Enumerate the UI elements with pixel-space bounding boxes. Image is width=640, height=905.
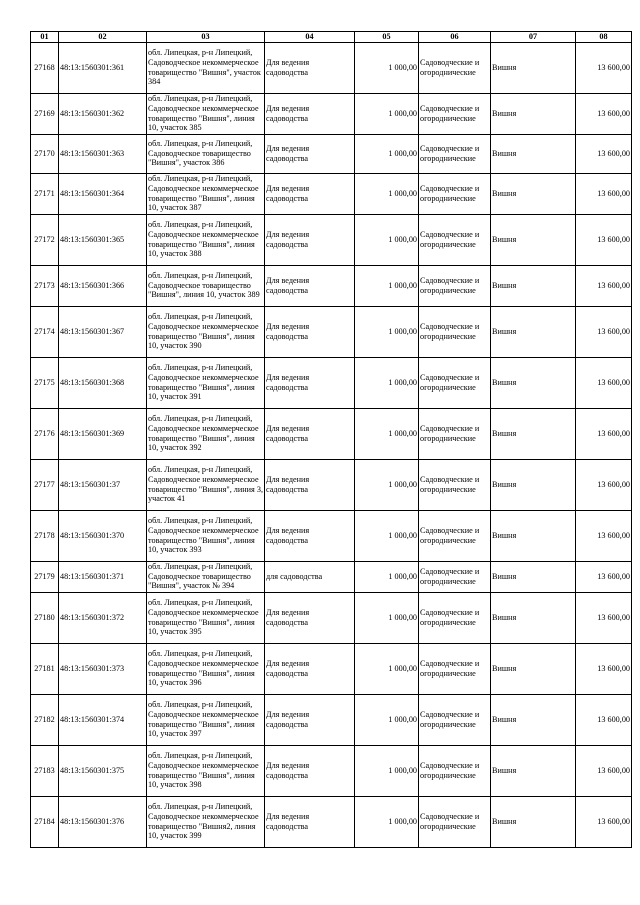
settlement-name-cell: Вишня [491, 357, 576, 408]
settlement-name-cell: Вишня [491, 42, 576, 93]
address-cell: обл. Липецкая, р-н Липецкий, Садоводческое некоммерческое товарищество "Вишня", линия 10, участок 396 [147, 643, 265, 694]
settlement-name-cell: Вишня [491, 643, 576, 694]
cadastral-number-cell: 48:13:1560301:373 [59, 643, 147, 694]
land-category-cell: Садоводческие и огороднические [419, 643, 491, 694]
row-number-cell: 27174 [31, 306, 59, 357]
address-cell: обл. Липецкая, р-н Липецкий, Садоводческое товарищество "Вишня", линия 10, участок 389 [147, 265, 265, 306]
cadastral-number-cell: 48:13:1560301:374 [59, 694, 147, 745]
cadastral-value-cell: 13 600,00 [576, 459, 632, 510]
table-row [31, 694, 632, 745]
area-cell: 1 000,00 [355, 214, 419, 265]
table-row [31, 643, 632, 694]
address-cell: обл. Липецкая, р-н Липецкий, Садоводческое товарищество "Вишня", участок 386 [147, 134, 265, 173]
cadastral-number-cell: 48:13:1560301:362 [59, 93, 147, 134]
area-cell: 1 000,00 [355, 561, 419, 592]
area-cell: 1 000,00 [355, 93, 419, 134]
settlement-name-cell: Вишня [491, 510, 576, 561]
area-cell: 1 000,00 [355, 510, 419, 561]
permitted-use-cell: Для ведения садоводства [265, 592, 355, 643]
table-row [31, 42, 632, 93]
address-cell: обл. Липецкая, р-н Липецкий, Садоводческое некоммерческое товарищество "Вишня", линия 10, участок 388 [147, 214, 265, 265]
row-number-cell: 27178 [31, 510, 59, 561]
cadastral-value-cell: 13 600,00 [576, 134, 632, 173]
table-row [31, 408, 632, 459]
area-cell: 1 000,00 [355, 173, 419, 214]
land-category-cell: Садоводческие и огороднические [419, 265, 491, 306]
land-category-cell: Садоводческие и огороднические [419, 357, 491, 408]
settlement-name-cell: Вишня [491, 592, 576, 643]
land-category-cell: Садоводческие и огороднические [419, 214, 491, 265]
table-row [31, 561, 632, 592]
column-header: 02 [59, 32, 147, 43]
settlement-name-cell: Вишня [491, 306, 576, 357]
area-cell: 1 000,00 [355, 306, 419, 357]
permitted-use-cell: Для ведения садоводства [265, 459, 355, 510]
settlement-name-cell: Вишня [491, 561, 576, 592]
permitted-use-cell: Для ведения садоводства [265, 745, 355, 796]
row-number-cell: 27184 [31, 796, 59, 847]
land-category-cell: Садоводческие и огороднические [419, 134, 491, 173]
land-category-cell: Садоводческие и огороднические [419, 592, 491, 643]
permitted-use-cell: Для ведения садоводства [265, 134, 355, 173]
address-cell: обл. Липецкая, р-н Липецкий, Садоводческое некоммерческое товарищество "Вишня", линия 10, участок 387 [147, 173, 265, 214]
column-header: 08 [576, 32, 632, 43]
cadastral-number-cell: 48:13:1560301:376 [59, 796, 147, 847]
land-category-cell: Садоводческие и огороднические [419, 796, 491, 847]
permitted-use-cell: для садоводства [265, 561, 355, 592]
row-number-cell: 27181 [31, 643, 59, 694]
cadastral-value-cell: 13 600,00 [576, 357, 632, 408]
permitted-use-cell: Для ведения садоводства [265, 214, 355, 265]
address-cell: обл. Липецкая, р-н Липецкий, Садоводческое некоммерческое товарищество "Вишня2, линия 10, участок 399 [147, 796, 265, 847]
permitted-use-cell: Для ведения садоводства [265, 694, 355, 745]
permitted-use-cell: Для ведения садоводства [265, 357, 355, 408]
table-body [31, 42, 632, 847]
cadastral-value-cell: 13 600,00 [576, 592, 632, 643]
cadastral-value-cell: 13 600,00 [576, 796, 632, 847]
area-cell: 1 000,00 [355, 134, 419, 173]
table-row [31, 796, 632, 847]
table-row [31, 592, 632, 643]
land-category-cell: Садоводческие и огороднические [419, 745, 491, 796]
table-row [31, 214, 632, 265]
area-cell: 1 000,00 [355, 42, 419, 93]
row-number-cell: 27169 [31, 93, 59, 134]
table-row [31, 265, 632, 306]
settlement-name-cell: Вишня [491, 459, 576, 510]
settlement-name-cell: Вишня [491, 93, 576, 134]
cadastral-number-cell: 48:13:1560301:366 [59, 265, 147, 306]
area-cell: 1 000,00 [355, 745, 419, 796]
area-cell: 1 000,00 [355, 643, 419, 694]
land-category-cell: Садоводческие и огороднические [419, 694, 491, 745]
area-cell: 1 000,00 [355, 459, 419, 510]
address-cell: обл. Липецкая, р-н Липецкий, Садоводческое некоммерческое товарищество "Вишня", линия 10, участок 397 [147, 694, 265, 745]
address-cell: обл. Липецкая, р-н Липецкий, Садоводческое некоммерческое товарищество "Вишня", линия 10, участок 391 [147, 357, 265, 408]
address-cell: обл. Липецкая, р-н Липецкий, Садоводческое товарищество "Вишня", участок № 394 [147, 561, 265, 592]
area-cell: 1 000,00 [355, 694, 419, 745]
column-header: 05 [355, 32, 419, 43]
land-category-cell: Садоводческие и огороднические [419, 510, 491, 561]
cadastral-value-cell: 13 600,00 [576, 694, 632, 745]
permitted-use-cell: Для ведения садоводства [265, 643, 355, 694]
column-header: 01 [31, 32, 59, 43]
address-cell: обл. Липецкая, р-н Липецкий, Садоводческое некоммерческое товарищество "Вишня", линия 10, участок 392 [147, 408, 265, 459]
cadastral-number-cell: 48:13:1560301:369 [59, 408, 147, 459]
settlement-name-cell: Вишня [491, 265, 576, 306]
row-number-cell: 27180 [31, 592, 59, 643]
permitted-use-cell: Для ведения садоводства [265, 265, 355, 306]
address-cell: обл. Липецкая, р-н Липецкий, Садоводческое некоммерческое товарищество "Вишня", линия 10, участок 385 [147, 93, 265, 134]
cadastral-value-cell: 13 600,00 [576, 173, 632, 214]
address-cell: обл. Липецкая, р-н Липецкий, Садоводческое некоммерческое товарищество "Вишня", линия 10, участок 398 [147, 745, 265, 796]
row-number-cell: 27177 [31, 459, 59, 510]
cadastral-value-cell: 13 600,00 [576, 745, 632, 796]
permitted-use-cell: Для ведения садоводства [265, 93, 355, 134]
settlement-name-cell: Вишня [491, 796, 576, 847]
address-cell: обл. Липецкая, р-н Липецкий, Садоводческое некоммерческое товарищество "Вишня", линия 10, участок 393 [147, 510, 265, 561]
settlement-name-cell: Вишня [491, 408, 576, 459]
permitted-use-cell: Для ведения садоводства [265, 173, 355, 214]
cadastral-number-cell: 48:13:1560301:371 [59, 561, 147, 592]
cadastral-value-cell: 13 600,00 [576, 93, 632, 134]
land-category-cell: Садоводческие и огороднические [419, 561, 491, 592]
cadastral-value-cell: 13 600,00 [576, 408, 632, 459]
row-number-cell: 27176 [31, 408, 59, 459]
address-cell: обл. Липецкая, р-н Липецкий, Садоводческое некоммерческое товарищество "Вишня", линия 10, участок 390 [147, 306, 265, 357]
cadastral-value-cell: 13 600,00 [576, 510, 632, 561]
cadastral-number-cell: 48:13:1560301:370 [59, 510, 147, 561]
row-number-cell: 27173 [31, 265, 59, 306]
permitted-use-cell: Для ведения садоводства [265, 306, 355, 357]
column-header: 07 [491, 32, 576, 43]
land-registry-table [30, 31, 632, 848]
address-cell: обл. Липецкая, р-н Липецкий, Садоводческое некоммерческое товарищество "Вишня", линия 3, участок 41 [147, 459, 265, 510]
area-cell: 1 000,00 [355, 592, 419, 643]
table-row [31, 745, 632, 796]
permitted-use-cell: Для ведения садоводства [265, 42, 355, 93]
row-number-cell: 27179 [31, 561, 59, 592]
cadastral-number-cell: 48:13:1560301:367 [59, 306, 147, 357]
address-cell: обл. Липецкая, р-н Липецкий, Садоводческое некоммерческое товарищество "Вишня", линия 10, участок 395 [147, 592, 265, 643]
settlement-name-cell: Вишня [491, 214, 576, 265]
cadastral-number-cell: 48:13:1560301:365 [59, 214, 147, 265]
header-row [31, 32, 632, 43]
table-row [31, 357, 632, 408]
column-header: 04 [265, 32, 355, 43]
table-row [31, 173, 632, 214]
row-number-cell: 27171 [31, 173, 59, 214]
column-header: 06 [419, 32, 491, 43]
cadastral-value-cell: 13 600,00 [576, 265, 632, 306]
cadastral-number-cell: 48:13:1560301:37 [59, 459, 147, 510]
land-category-cell: Садоводческие и огороднические [419, 93, 491, 134]
row-number-cell: 27168 [31, 42, 59, 93]
cadastral-number-cell: 48:13:1560301:375 [59, 745, 147, 796]
address-cell: обл. Липецкая, р-н Липецкий, Садоводческое некоммерческое товарищество "Вишня", участок 384 [147, 42, 265, 93]
settlement-name-cell: Вишня [491, 173, 576, 214]
permitted-use-cell: Для ведения садоводства [265, 510, 355, 561]
cadastral-number-cell: 48:13:1560301:364 [59, 173, 147, 214]
cadastral-value-cell: 13 600,00 [576, 561, 632, 592]
row-number-cell: 27182 [31, 694, 59, 745]
land-category-cell: Садоводческие и огороднические [419, 42, 491, 93]
table-row [31, 306, 632, 357]
row-number-cell: 27172 [31, 214, 59, 265]
row-number-cell: 27170 [31, 134, 59, 173]
cadastral-value-cell: 13 600,00 [576, 643, 632, 694]
area-cell: 1 000,00 [355, 265, 419, 306]
land-category-cell: Садоводческие и огороднические [419, 408, 491, 459]
settlement-name-cell: Вишня [491, 134, 576, 173]
cadastral-number-cell: 48:13:1560301:368 [59, 357, 147, 408]
table-row [31, 93, 632, 134]
cadastral-value-cell: 13 600,00 [576, 306, 632, 357]
land-category-cell: Садоводческие и огороднические [419, 459, 491, 510]
settlement-name-cell: Вишня [491, 745, 576, 796]
row-number-cell: 27175 [31, 357, 59, 408]
land-category-cell: Садоводческие и огороднические [419, 306, 491, 357]
table-row [31, 510, 632, 561]
table-row [31, 134, 632, 173]
settlement-name-cell: Вишня [491, 694, 576, 745]
land-category-cell: Садоводческие и огороднические [419, 173, 491, 214]
cadastral-value-cell: 13 600,00 [576, 214, 632, 265]
area-cell: 1 000,00 [355, 357, 419, 408]
cadastral-value-cell: 13 600,00 [576, 42, 632, 93]
table-row [31, 459, 632, 510]
cadastral-number-cell: 48:13:1560301:372 [59, 592, 147, 643]
area-cell: 1 000,00 [355, 796, 419, 847]
column-header: 03 [147, 32, 265, 43]
cadastral-number-cell: 48:13:1560301:361 [59, 42, 147, 93]
permitted-use-cell: Для ведения садоводства [265, 796, 355, 847]
row-number-cell: 27183 [31, 745, 59, 796]
permitted-use-cell: Для ведения садоводства [265, 408, 355, 459]
area-cell: 1 000,00 [355, 408, 419, 459]
cadastral-number-cell: 48:13:1560301:363 [59, 134, 147, 173]
